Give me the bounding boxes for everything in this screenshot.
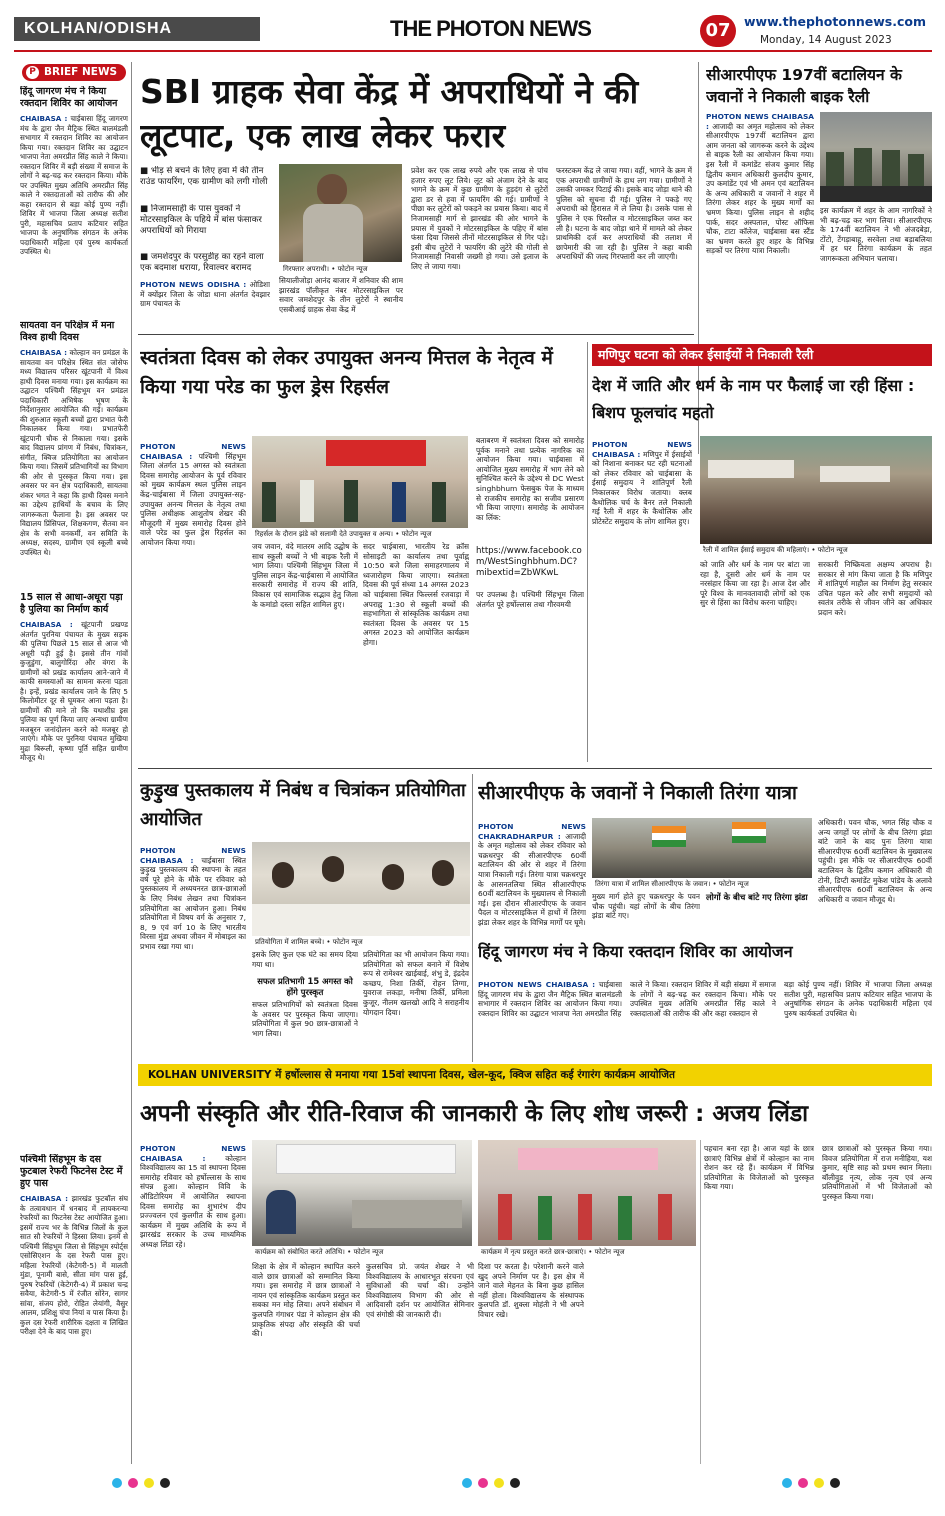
kurukh-photo — [252, 842, 470, 936]
lead-photo-caption: गिरफ्तार अपराधी। • फोटोन न्यूज — [280, 264, 402, 275]
hjm-headline: हिंदू जागरण मंच ने किया रक्तदान शिविर का आयोजन — [478, 942, 793, 961]
lead-bullet: ■ जमशेदपुर के परसुडीह का रहने वाला एक बदमाश धराया, रिवाल्वर बरामद — [140, 252, 264, 273]
brief-icon: P — [26, 66, 39, 79]
hjm-body-col2: काले ने किया। रक्तदान शिविर में बड़ी संख्या में समाज के लोगों ने बढ़-चढ़ कर रक्तदान किया। मौके पर उपस्थित मुख्य अतिथि अमरप्रीत सिंह काले ने रक्तदाताओं की तारीफ की और कहा रक्तदान से — [630, 980, 776, 1018]
brief-1-headline: हिंदू जागरण मंच ने किया रक्तदान शिविर का आयोजन — [20, 86, 118, 109]
kolhan-col-rule — [700, 1140, 701, 1464]
kolhan-photo-1-caption: कार्यक्रम को संबोधित करते अतिथि। • फोटोन न्यूज — [252, 1247, 472, 1258]
crpf-tiranga-photo — [592, 818, 812, 878]
parade-body-col4: बताबरण में स्वतंत्रता दिवस को समारोह पूर्वक मनाने तथा प्रत्येक नागरिक का आयोजन किया गया। चाईबासा में आयोजित मुख्य समारोह में भाग लेने को सुनिश्चित करने के उद्देश्य से DC West singhbhum फेसबुक पेज के माध्यम से राजकीय समारोह का सजीव प्रसारण भी किया जाएगा। समारोह के आयोजन का लिंक: — [476, 436, 584, 522]
kurukh-body-col4: प्रतियोगिता का भी आयोजन किया गया। प्रतियोगिता को सफल बनाने में विशेष रूप से रामेश्वर खाईबाई, शंभु डे, इंद्रदेव कच्छप, निशा तिर्की, रोहन तिग्गा, युवराज लकड़ा, मनीषा तिर्की, प्रमिला कुजूर, नीलम खलखो आदि ने सराहनीय योगदान दिया। — [363, 950, 469, 1017]
manipur-left-rule — [587, 342, 588, 762]
hjm-body-col3: बड़ा कोई पुण्य नहीं। शिविर में भाजपा जिला अध्यक्ष सतीश पुरी, महासचिव प्रताप कटियार सहित भाजपा के अनुषांगिक संगठन के अनेक पदाधिकारी महिला एवं पुरुष कार्यकर्ता उपस्थित थे। — [784, 980, 932, 1018]
lead-headline: SBI ग्राहक सेवा केंद्र में अपराधियों ने की लूटपाट, एक लाख लेकर फरार — [140, 72, 639, 155]
hjm-body-col1: PHOTON NEWS CHAIBASA : चाईबासा हिंदू जागरण मंच के द्वारा जैन मैट्रिक स्थित बालमंडली सभागार में रक्तदान शिविर का आयोजन किया गया। रक्तदान शिविर का उद्घाटन भाजपा नेता अमरप्रीत सिंह — [478, 980, 622, 1018]
lead-photo — [279, 164, 402, 262]
brief-4-body: CHAIBASA : झारखंड फुटबॉल संघ के तत्वावधान में धनबाद में लायकरन्या रेफरियों का फिटनेस टेस्ट आयोजित हुआ। इसमें राज्य भर के विभिन्न जिलों के कुल सात सौ रेफरियों ने हिस्सा लिया। इनमें से पश्चिमी सिंहभूम जिला से सिंहभूम स्पोर्ट्स एसोसिएशन के दस रेफरी पास हुए। महिला रेफरियों (केटेगरी-5) में मालती मुंडा, पूनामी बासे, सीता मांग पास हुई, पुरुष रेफरियों (केटेगरी-4) में प्रकाश चन्द्र सवैया, केटेगरी-5 में रंजीत सोरेन, सागर सांवा, संजय होरो, रोहित लेयांगी, वैसुर आलम, प्रशिक्षु चंपा नियां व पास किया है। कुल दस रेफरी शारीरिक दक्षता व लिखित परीक्षा देने के बाद पास हुए। — [20, 1194, 128, 1336]
lead-body-col1: PHOTON NEWS ODISHA : ओडिशा में क्योंझर जिला के जोडा थाना अंतर्गत देवझार ग्राम पंचायत के — [140, 280, 270, 309]
manipur-body-col3: सरकारी निष्क्रियता अक्षम्य अपराध है। सरकार से मांग किया जाता है कि मणिपुर में शांतिपूर्ण माहौल का निर्माण हेतु सरकार उचित पहल करे और सभी समुदायों को स्वतंत्र तरीके से जीवन जीने का अधिकार प्रदान करे। — [818, 560, 932, 617]
manipur-body-col1: PHOTON NEWS CHAIBASA : मणिपुर में ईसाईयों को निशाना बनाकर घट रही घटनाओं को लेकर रविवार को चाईबासा के ईसाई समुदाय ने शांतिपूर्ण रैली निकालकर विरोध जताया। क्लब कैथोलिक चर्च के बैनर तले निकाली गई रैली में शहर के कैथोलिक और प्रोटेस्टेंट समुदाय के लोग शामिल हुए। — [592, 440, 692, 526]
crpf-tiranga-subhead: लोगों के बीच बांटे गए तिरंगा झंडा — [706, 892, 808, 902]
brief-news-tag: P BRIEF NEWS — [22, 64, 126, 81]
parade-body-col2: जय जवान, वंदे मातरम आदि उद्घोष के साथ स्कूली बच्चों ने भी बाइक रैली में भाग लिया। पश्चिमी सिंहभूम जिला में पुलिस लाइन केंद्र-चाईबासा में आयोजित सरकारी समारोह में राज्य की शांति, विकास एवं सामाजिक सद्भाव हेतु जिला के कमांडो दस्ता सहित शामिल हुए। — [252, 542, 358, 609]
crpf-tiranga-body-col3: अधिकारी। पवन चौक, भगत सिंह चौक व अन्य जगहों पर लोगों के बीच तिरंगा झंडा बांटे जाने के बाद पुनः तिरंगा यात्रा सीआरपीएफ 60वीं बटालियन के मुख्यालय पहुंची। इस मौके पर सीआरपीएफ 60वीं बटालियन के द्वितीय कमान अधिकारी वी टोनी, डिप्टी कमांडेंट मुकेश पांडेय के अलावे सीआरपीएफ 60वीं बटालियन के अन्य अधिकारी व जवान मौजूद थे। — [818, 818, 932, 904]
parade-headline: स्वतंत्रता दिवस को लेकर उपायुक्त अनन्य मित्तल के नेतृत्व में किया गया परेड का फुल ड्रेस रिहर्सल — [140, 347, 553, 398]
crpf-bike-photo — [820, 112, 932, 202]
kolhan-body-col2: शिक्षा के क्षेत्र में कोल्हान स्थापित करने वाले छात्र छात्राओं को सम्मानित किया गया। इस समारोह में छात्र छात्राओं ने नायन एवं सांस्कृतिक कार्यक्रम प्रस्तुत कर सबका मन मोह लिया। अपने संबोधन में कुलपति गंगाधर पंडा ने कोल्हान क्षेत्र की प्राकृतिक संपदा और संस्कृति की चर्चा की। — [252, 1262, 360, 1339]
manipur-body-col2: को जाति और धर्म के नाम पर बांटा जा रहा है, दूसरी ओर धर्म के नाम पर नरसंहार किया जा रहा है। आज देश और पूरे विश्व के मानवतावादी लोगों को एक सुर से हिंसा का विरोध करना चाहिए। — [700, 560, 810, 608]
crpf-bike-body2: इस कार्यक्रम में शहर के आम नागरिकों ने भी बढ़-चढ़ कर भाग लिया। सीआरपीएफ के 174वीं बटालियन ने भी अंजदबेड़ा, टोंटो, टेंगड़ाबाहू, सरवेला तथा बड़ाबलिया में हर घर तिरंगा कार्यक्रम के तहत जागरूकता अभियान चलाया। — [820, 206, 932, 263]
kurukh-body-col1: PHOTON NEWS CHAIBASA : चाईबासा स्थित कुड़ुख पुस्तकालय की स्थापना के तहत वर्ष पूरे होने के मौके पर रविवार को पुस्तकालय में अध्ययनरत छात्र-छात्राओं के लिए निबंध लेखन तथा चित्रांकन प्रतियोगिता का आयोजन हुआ। निबंध प्रतियोगिता में विषय वर्ग के अनुसार 7, 8, 9 एवं वर्ग 10 के लिए भारतीय विरसा मुंडा अथवा जीवन में मोबाइल का प्रभाव रखा गया था। — [140, 846, 246, 951]
parade-body-col3: सदर चाईबासा, भारतीय रेड क्रॉस सोसाइटी का कार्यालय तथा पूर्वाह्न 10:50 बजे जिला समाहरणालय में ध्वजारोहण किया जाएगा। स्वतंत्रता दिवस की पूर्व संध्या 14 अगस्त 2023 को चाईबासा स्थित फिल्लर्स रजवाड़ा में अपराह्न 1:30 से स्कूली बच्चों की सहभागिता से सांस्कृतिक कार्यक्रम तथा स्वतंत्रता दिवस के अवसर पर 15 अगस्त 2023 को आयोजित कार्यक्रम होगा। — [363, 542, 469, 647]
parade-body-col5: पर उपलब्ध है। पश्चिमी सिंहभूम जिला अंतर्गत पूरे हर्षोल्लास तथा गौरवमयी — [476, 590, 584, 609]
kolhan-body-col5: पहचान बना रहा है। आज यहां के छात्र छात्राएं विभिन्न क्षेत्रों में कोल्हान का नाम रोशन कर रहे हैं। कार्यक्रम में विभिन्न प्रतियोगिता के विजेताओं को पुरस्कृत किया गया। — [704, 1144, 814, 1192]
kolhan-body-col3: कुलसचिव प्रो. जयंत शेखर ने भी विश्वविद्यालय के आधारभूत संरचना एवं सुविधाओं की चर्चा की। उन्होंने विश्वविद्यालय विभाग की ओर से आदिवासी दर्शन पर आयोजित सेमिनार एवं संगोष्ठी की जानकारी दी। — [366, 1262, 474, 1319]
page-number-badge: 07 — [700, 15, 736, 47]
lead-body-col3: प्रवेश कर एक लाख रुपये और एक लाख से पांच हजार रुपए लूट लिये। लूट को अंजाम देने के बाद भागने के क्रम में कुछ ग्रामीण के हुड़दंग से लुटेरों द्वारा डर से हवा में फायरिंग की गई। ग्रामीणों ने पीछा कर लुटेरों को पकड़ने का प्रयास किया। बाद में निजामसाही मार्ग से झारखंड की ओर भागने के प्रयास में युवकों ने मोटरसाइकिल के पहिए में बांस फंसा दिया जिससे तीनों मोटरसाइकिल से गिर पड़े। इसी बीच लुटेरों ने फायरिंग की लुटेरे की गोली से निजामसाही निवासी जख्मी हो गया। उसे इलाज के लिए ले जाया गया। — [411, 166, 548, 271]
section-tag: KOLHAN/ODISHA — [14, 17, 260, 41]
parade-photo-caption: रिहर्सल के दौरान झंडे को सलामी देते उपायुक्त व अन्य। • फोटोन न्यूज — [252, 529, 468, 540]
crpf-bike-body: PHOTON NEWS CHAIBASA : आजादी का अमृत महोत्सव को लेकर सीआरपीएफ 197वीं बटालियन द्वारा आम जनता को जागरूक करने के उद्देश्य से बाइक रैली का आयोजन किया गया। इस रैली में कमांडेंट संजय कुमार सिंह द्वितीय कमान अधिकारी कुलदीप कुमार, उप कमांडेंट एवं भी अमन एवं बटालियन के अन्य अधिकारी व जवानों ने शहर में तिरंगा लेकर शहर के मुख्य मार्गों का भ्रमण किया। पुलिस लाइन से शहीद पार्क, सदर अस्पताल, पोस्ट ऑफिस चौक, टाटा कॉलेज, चाईबासा बस स्टैंड का भ्रमण करते हुए शहर के विभिन्न सड़कों पर तिरंगा यात्रा निकाली। — [706, 112, 814, 256]
kurukh-right-rule — [472, 774, 473, 1062]
kolhan-body-col4: दिशा पर करता है। परेशानी करने वाले खुद अपने निर्माण पर है। इस क्षेत्र में जाने वाले मेहनत के बिना कुछ हासिल नहीं होता। विश्वविद्यालय के संस्थापक कुलपति डॉ. शुक्ला मोहंती ने भी अपने विचार रखे। — [478, 1262, 584, 1319]
lead-bullet: ■ भीड़ से बचने के लिए हवा में की तीन राउंड फायरिंग, एक ग्रामीण को लगी गोली — [140, 166, 268, 187]
crpf-bike-headline: सीआरपीएफ 197वीं बटालियन के जवानों ने निकाली बाइक रैली — [706, 66, 902, 106]
lead-body-col4: फरस्टकम केंद्र ले जाया गया। वहीं, भागने के क्रम में एक अपराधी ग्रामीणों के हाथ लग गया। ग्रामीणों ने उसकी जमकर पिटाई की। इसके बाद जोड़ा थाने की पुलिस को सूचना दी गई। पुलिस ने पकड़े गए अपराधी को हिरासत में ले लिया है। उसके पास से पुलिस ने एक पिस्तौल व मोटरसाइकिल जब्त कर ली है। घटना के बाद जोड़ा थाने में मामले को लेकर प्राथमिकी दर्ज कर अपराधियों की तलाश में छापेमारी की जा रही है। पुलिस ने कहा बाकी अपराधियों की जल्द गिरफ्तारी कर ली जाएगी। — [556, 166, 692, 262]
lead-bullets — [140, 166, 270, 278]
kolhan-headline: अपनी संस्कृति और रीति-रिवाज की जानकारी के लिए शोध जरूरी : अजय लिंडा — [140, 1101, 809, 1127]
masthead-rule — [14, 50, 932, 52]
site-url[interactable]: www.thephotonnews.com — [744, 14, 926, 29]
brief-2-body: CHAIBASA : कोल्हान वन प्रमंडल के सायतवा वन परिक्षेत्र स्थित संत जोसेफ मध्य विद्यालय परिसर खूंटपानी में विश्व हाथी दिवस मनाया गया। इस कार्यक्रम का उद्घाटन पश्चिमी सिंहभूम वन प्रमंडल पदाधिकारी अभिषेक भूषण के निर्देशानुसार आयोजित की गई। कार्यक्रम की शुरुआत स्कूली बच्चों द्वारा प्रभात फेरी निकालकर किया गया। प्रभातफेरी खूंटपानी चौक से निकाला गया। इसके बाद विद्यालय प्रांगण में निबंध, चित्रांकन, संगीत, क्विज प्रतियोगिता का आयोजन किया गया। जिसमें प्रतिभागियों का विभाग की ओर से पुरस्कृत किया गया। इस अवसर पर वन क्षेत्र पदाधिकारी, सायतवा शंकर भगत ने कहा कि हाथी दिवस मनाने का उद्देश्य हाथियों के बचाव के लिए जागरूकता फैलाना है। इस अवसर पर विद्यालय प्रिंसिपल, शिक्षकगण, सैतवा वन क्षेत्र के सभी वनकर्मी, वन समिति के अध्यक्ष, सदस्य, ग्रामीण एवं स्कूली बच्चे उपस्थित थे। — [20, 348, 128, 557]
kolhan-photo-2 — [478, 1140, 696, 1246]
crpf-tiranga-body-col2: मुख्य मार्ग होते हुए चक्रधरपुर के पवन चौक पहुंची। यहां लोगों के बीच तिरंगा झंडा बांटे गए। — [592, 892, 700, 921]
manipur-headline: देश में जाति और धर्म के नाम पर फैलाई जा रही हिंसा : बिशप फूलचांद महतो — [592, 376, 915, 422]
kurukh-photo-caption: प्रतियोगिता में शामिल बच्चे। • फोटोन न्यूज — [252, 937, 470, 948]
color-registration-bar — [112, 1478, 842, 1488]
crpf-tiranga-photo-caption: तिरंगा यात्रा में शामिल सीआरपीएफ के जवान। • फोटोन न्यूज — [592, 879, 812, 890]
lead-bullet: ■ निजामसाही के पास युवकों ने मोटरसाइकिल के पहिये में बांस फंसाकर अपराधियों को गिराया — [140, 204, 262, 236]
mid-rule — [138, 768, 932, 769]
kurukh-subhead: सफल प्रतिभागी 15 अगस्त को होंगे पुरस्कृत — [257, 976, 353, 997]
brief-2-headline: सायतवा वन परिक्षेत्र में मना विश्व हाथी दिवस — [20, 320, 115, 343]
manipur-red-banner: मणिपुर घटना को लेकर ईसाईयों ने निकाली रैली — [592, 344, 932, 366]
manipur-photo-caption: रैली में शामिल ईसाई समुदाय की महिलाएं। • फोटोन न्यूज — [700, 545, 932, 556]
parade-photo — [252, 436, 468, 528]
parade-body-col1: PHOTON NEWS CHAIBASA : पश्चिमी सिंहभूम जिला अंतर्गत 15 अगस्त को स्वतंत्रता दिवस समारोह आयोजन के पूर्व रविवार को मुख्य कार्यक्रम स्थल पुलिस लाइन केंद्र-चाईबासा में जिला उपायुक्त-सह-उपायुक्त अनन्य मित्तल के नेतृत्व तथा पुलिस अधीक्षक आशुतोष शेखर की मौजूदगी में मुख्य समारोह दिवस होने वाले परेड का फुल ड्रेस रिहर्सल का आयोजन किया गया। — [140, 442, 246, 547]
issue-date: Monday, 14 August 2023 — [760, 34, 892, 46]
kurukh-body-col2: इसके लिए कुल एक घंटे का समय दिया गया था। — [252, 950, 358, 969]
kolhan-photo-2-caption: कार्यक्रम में नृत्य प्रस्तुत करते छात्र-छात्राएं। • फोटोन न्यूज — [478, 1247, 696, 1258]
brief-3-headline: 15 साल से आधा-अधूरा पड़ा है पुलिया का निर्माण कार्य — [20, 592, 123, 615]
lead-body-col2: सियालीजोड़ा आनंद बाजार में शनिवार की शाम झारखंड पॉलीकृत नंबर मोटरसाइकिल पर सवार जमशेदपुर के तीन लुटेरों ने स्थानीय एसबीआई ग्राहक सेवा केंद्र में — [279, 276, 403, 314]
brief-4-headline: पश्चिमी सिंहभूम के दस फुटबाल रेफरी फिटनेस टेस्ट में हुए पास — [20, 1154, 123, 1189]
parade-facebook-link[interactable]: https://www.facebook.com/WestSinghbhum.DC?mibextid=ZbWKwL — [476, 546, 582, 578]
lead-bottom-rule — [138, 334, 694, 335]
kurukh-headline: कुड़ुख पुस्तकालय में निबंध व चित्रांकन प्रतियोगिता आयोजित — [140, 780, 466, 830]
manipur-photo — [700, 436, 932, 544]
kolhan-body-col6: छात्र छात्राओं को पुरस्कृत किया गया। विवज प्रतियोगिता में राज मनीहिया, यश कुमार, सृष्टि साह को प्रथम स्थान मिला। बॉलीवुड नृत्य, लोक नृत्य एवं अन्य प्रतियोगिताओं में भी विजेताओं को पुरस्कृत किया गया। — [822, 1144, 932, 1201]
kurukh-body-col3: सफल प्रतिभागियों को स्वतंत्रता दिवस के अवसर पर पुरस्कृत किया जाएगा। प्रतियोगिता में कुल 90 छात्र-छात्राओं ने भाग लिया। — [252, 1000, 358, 1038]
crpf-tiranga-headline: सीआरपीएफ के जवानों ने निकाली तिरंगा यात्रा — [478, 782, 797, 804]
kolhan-photo-1 — [252, 1140, 472, 1246]
kolhan-band: KOLHAN UNIVERSITY में हर्षोल्लास से मनाया गया 15वां स्थापना दिवस, खेल-कूद, क्विज सहित कई रंगारंग कार्यक्रम आयोजित — [138, 1064, 932, 1086]
brief-1-body: CHAIBASA : चाईबासा हिंदू जागरण मंच के द्वारा जैन मैट्रिक स्थित बालमंडली सभागार में रक्तदान शिविर का आयोजन किया गया। रक्तदान शिविर का उद्घाटन भाजपा नेता अमरप्रीत सिंह काले ने किया। रक्तदान शिविर में बड़ी संख्या में समाज के लोगों ने बढ़-चढ़ कर रक्तदान किया। मौके पर उपस्थित मुख्य अतिथि अमरप्रीत सिंह काले ने रक्तदाताओं को तारीफ की और कहा रक्तदान से बड़ा कोई पुण्य नहीं। शिविर में भाजपा जिला अध्यक्ष सतीश पुरी, महासचिव प्रताप कटियार सहित भाजपा के अनुषांगिक संगठन के अनेक पदाधिकारी महिला एवं पुरुष कार्यकर्ता उपस्थित थे। — [20, 114, 128, 256]
brief-column-rule — [131, 62, 132, 1464]
newspaper-logo: THE PHOTON NEWS — [390, 16, 591, 41]
brief-3-body: CHAIBASA : खूंटपानी प्रखण्ड अंतर्गत पुरनिया पंचायत के मुख्य सड़क की पुलिया पिछले 15 साल से आज भी अधूरी पड़ी हुई है। इससे तीन गांवों कुजुडुंगा, बालुगोरिंदा और वंगरा के ग्रामीणों को प्रखंड कार्यालय आने-जाने में काफी समस्याओं का सामना करना पड़ता है। इन्हें, प्रखंड कार्यालय जाने के लिए 5 किलोमीटर दूर से घूमकर आना पड़ता है। ग्रामीणों की माने तो कि यथाशीघ्र इस पुलिया का पूर्ण किया जाए अन्यथा ग्रामीण मजबूरन जनांदोलन करने को मजबूर हो जाएंगे। मौके पर पुरनिया पंचायत मुखिया मुद्रा बिरूली, कृष्णा पूर्ति सहित ग्रामीण मौजूद थे। — [20, 620, 128, 762]
crpf-tiranga-body-col1: PHOTON NEWS CHAKRADHARPUR : आजादी के अमृत महोत्सव को लेकर रविवार को चक्रधरपुर की सीआरपीएफ 60वीं बटालियन की ओर से शहर में तिरंगा यात्रा निकाली गई। तिरंगा यात्रा चक्रधरपुर के आसनतलिया स्थित सीआरपीएफ 60वीं बटालियन के मुख्यालय से निकाली गई। इस दौरान सीआरपीएफ के जवान पैदल व मोटरसाइकिल में हाथों में तिरंगा झंडा लेकर शहर के विभिन्न मार्गों पर घूमे। — [478, 822, 586, 927]
kolhan-body-col1: PHOTON NEWS CHAIBASA : कोल्हान विश्वविद्यालय का 15 वां स्थापना दिवस समारोह रविवार को हर्षोल्लास के साथ संपन्न हुआ। कोल्हान विवि के ऑडिटोरियम में आयोजित स्थापना दिवस समारोह का शुभारंभ दीप प्रज्ज्वलन एवं कुलगीत के साथ हुआ। कार्यक्रम में मुख्य अतिथि के रूप में झारखंड सरकार के उच्च माध्यमिक अध्यक्ष लिंडा रहे। — [140, 1144, 246, 1249]
